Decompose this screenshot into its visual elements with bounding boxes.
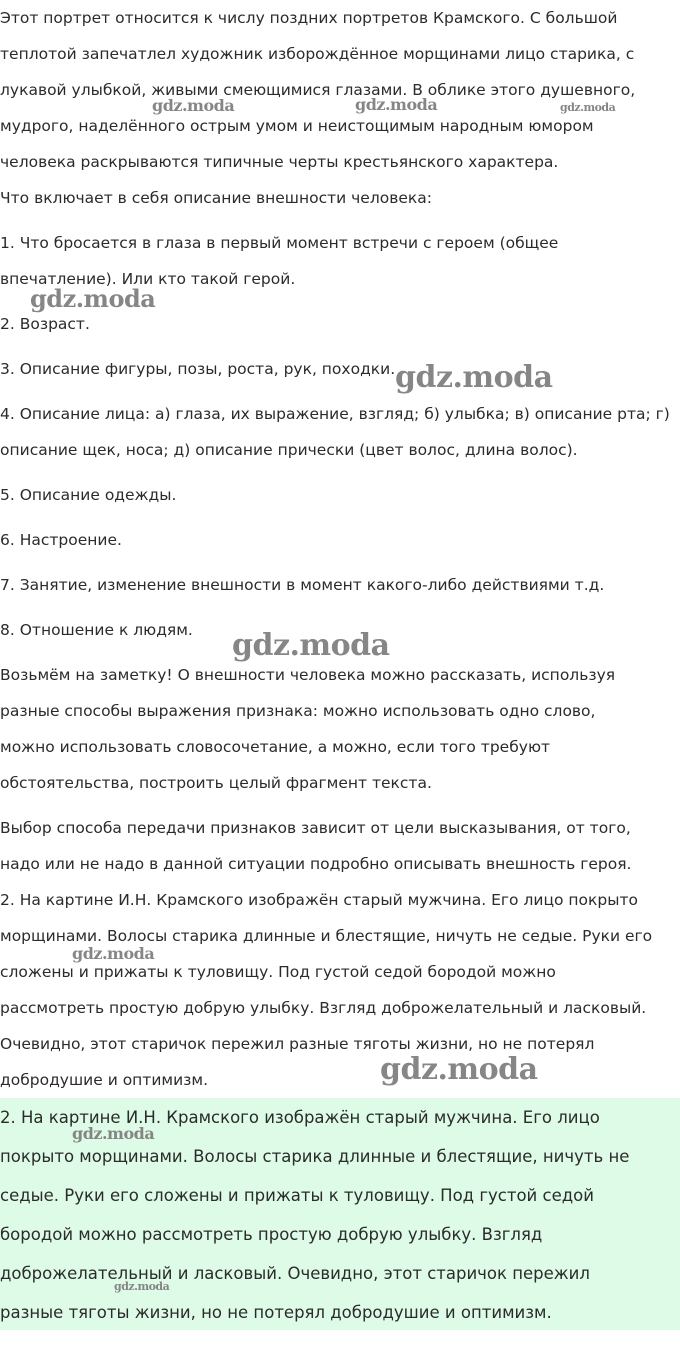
watermark-logo: gdz.moda xyxy=(355,95,438,114)
watermark-logo: gdz.moda xyxy=(232,628,390,663)
text-line: описание щек, носа; д) описание прически (цвет волос, длина волос). xyxy=(0,441,578,459)
answer-paragraph xyxy=(0,882,678,1098)
list-heading xyxy=(0,180,678,216)
list-item xyxy=(0,306,678,342)
text-line: покрыто морщинами. Волосы старика длинные и блестящие, ничуть не xyxy=(0,1147,630,1166)
list-item xyxy=(0,396,678,468)
watermark-logo: gdz.moda xyxy=(72,944,155,963)
text-line: лукавой улыбкой, живыми смеющимися глазами. В облике этого душевного, xyxy=(0,81,636,99)
text-line: Возьмём на заметку! О внешности человека можно рассказать, используя xyxy=(0,666,616,684)
list-item xyxy=(0,477,678,513)
text-line: надо или не надо в данной ситуации подробно описывать внешность героя. xyxy=(0,855,632,873)
list-heading-text: Что включает в себя описание внешности человека: xyxy=(0,189,432,207)
text-line: Очевидно, этот старичок пережил разные тяготы жизни, но не потерял xyxy=(0,1035,595,1053)
text-line: седые. Руки его сложены и прижаты к туловищу. Под густой седой xyxy=(0,1186,594,1205)
text-line: Выбор способа передачи признаков зависит от цели высказывания, от того, xyxy=(0,819,631,837)
list-item xyxy=(0,351,678,387)
text-line: сложены и прижаты к туловищу. Под густой седой бородой можно xyxy=(0,963,556,981)
text-line: 2. На картине И.Н. Крамского изображён старый мужчина. Его лицо покрыто xyxy=(0,891,638,909)
text-line: разные тяготы жизни, но не потерял добродушие и оптимизм. xyxy=(0,1303,552,1322)
watermark-logo: gdz.moda xyxy=(72,1124,155,1143)
text-line: Этот портрет относится к числу поздних портретов Крамского. С большой xyxy=(0,9,618,27)
text-line: морщинами. Волосы старика длинные и блестящие, ничуть не седые. Руки его xyxy=(0,927,653,945)
text-line: рассмотреть простую добрую улыбку. Взгляд доброжелательный и ласковый. xyxy=(0,999,647,1017)
text-line: 4. Описание лица: а) глаза, их выражение, взгляд; б) улыбка; в) описание рта; г) xyxy=(0,405,670,423)
text-line: 5. Описание одежды. xyxy=(0,486,177,504)
watermark-logo: gdz.moda xyxy=(380,1052,538,1087)
list-item xyxy=(0,612,678,648)
watermark-logo: gdz.moda xyxy=(395,360,553,395)
text-line: 8. Отношение к людям. xyxy=(0,621,193,639)
list-item xyxy=(0,522,678,558)
list-item xyxy=(0,567,678,603)
highlighted-answer-paragraph xyxy=(0,1098,678,1332)
watermark-logo: gdz.moda xyxy=(114,1280,170,1293)
text-line: доброжелательный и ласковый. Очевидно, этот старичок пережил xyxy=(0,1264,590,1283)
choice-paragraph xyxy=(0,810,678,882)
list-item xyxy=(0,225,678,297)
text-line: 3. Описание фигуры, позы, роста, рук, походки. xyxy=(0,360,396,378)
note-paragraph xyxy=(0,657,678,801)
watermark-logo: gdz.moda xyxy=(560,101,616,114)
text-line: 7. Занятие, изменение внешности в момент какого-либо действиями т.д. xyxy=(0,576,605,594)
text-line: 2. На картине И.Н. Крамского изображён старый мужчина. Его лицо xyxy=(0,1108,600,1127)
text-line: 1. Что бросается в глаза в первый момент встречи с героем (общее xyxy=(0,234,559,252)
text-line: впечатление). Или кто такой герой. xyxy=(0,270,296,288)
text-line: 2. Возраст. xyxy=(0,315,90,333)
highlighted-answer-box xyxy=(0,1098,680,1330)
text-line: мудрого, наделённого острым умом и неистощимым народным юмором xyxy=(0,117,594,135)
text-line: добродушие и оптимизм. xyxy=(0,1071,209,1089)
text-line: обстоятельства, построить целый фрагмент текста. xyxy=(0,774,432,792)
intro-paragraph xyxy=(0,0,678,180)
text-line: человека раскрываются типичные черты крестьянского характера. xyxy=(0,153,559,171)
text-line: разные способы выражения признака: можно использовать одно слово, xyxy=(0,702,596,720)
watermark-logo: gdz.moda xyxy=(152,96,235,115)
text-line: теплотой запечатлел художник изборождённое морщинами лицо старика, с xyxy=(0,45,635,63)
text-line: 6. Настроение. xyxy=(0,531,122,549)
text-line: можно использовать словосочетание, а можно, если того требуют xyxy=(0,738,551,756)
watermark-logo: gdz.moda xyxy=(30,284,156,313)
text-line: бородой можно рассмотреть простую добрую улыбку. Взгляд xyxy=(0,1225,543,1244)
